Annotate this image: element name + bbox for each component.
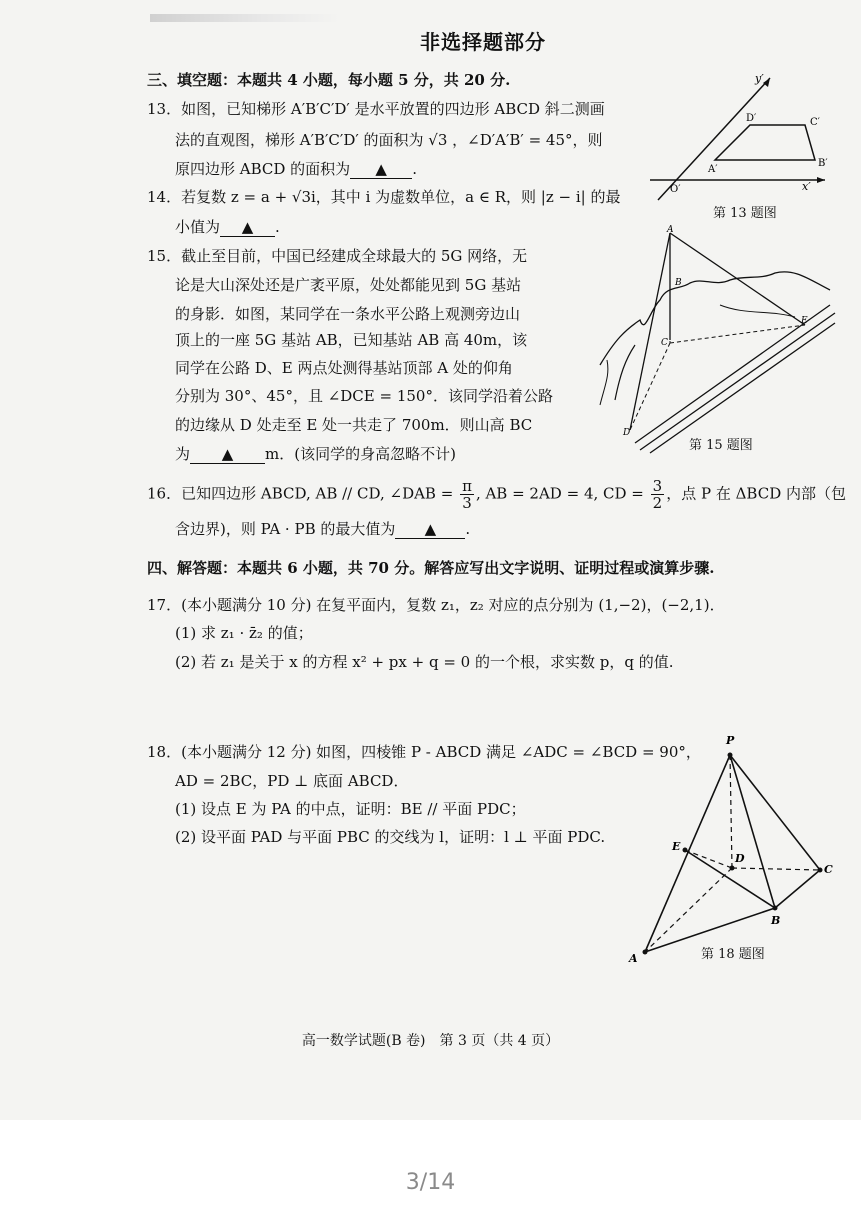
q15-line2: 论是大山深处还是广袤平原，处处都能见到 5G 基站 (175, 276, 522, 294)
fig18-edge-dc (732, 868, 820, 870)
q16-answer-blank: ▲ (395, 520, 465, 539)
q15-line1: 15．截止至目前，中国已经建成全球最大的 5G 网络，无 (147, 247, 528, 265)
fig18-edge-pb (730, 755, 775, 908)
q16-frac1-num: π (462, 477, 472, 495)
q16-text-b: , AB = 2AD = 4, CD = (475, 484, 644, 503)
page-indicator: 3/14 (405, 1170, 456, 1195)
q18-line1: 18．(本小题满分 12 分) 如图，四棱锥 P - ABCD 满足 ∠ADC = ∠BCD = 90°， (147, 743, 701, 761)
q13-line2: 法的直观图，梯形 A′B′C′D′ 的面积为 √3 ，∠D′A′B′ = 45°，则 (175, 131, 603, 149)
q15-line6: 分别为 30°、45°，且 ∠DCE = 150°．该同学沿着公路 (175, 387, 553, 405)
fig13-label-y: y′ (755, 72, 764, 85)
fig18-point-c (818, 868, 823, 873)
fig15-label-d: D (623, 428, 631, 438)
fig18-point-p (728, 753, 733, 758)
fig18-point-a (643, 950, 648, 955)
fig13-label-a: A′ (708, 164, 718, 175)
scan-smudge (150, 14, 340, 22)
q17-line1: 17．(本小题满分 10 分) 在复平面内，复数 z₁，z₂ 对应的点分别为 (1,−2)，(−2,1)． (147, 596, 725, 614)
fig15-caption: 第 15 题图 (689, 438, 753, 453)
q15-line8 (175, 444, 456, 464)
fig15-label-b: B (675, 278, 682, 288)
fig18-edge-bc (775, 870, 820, 908)
q15-line8-end: m．(该同学的身高忽略不计) (265, 445, 456, 463)
fig15-line-ae (670, 233, 805, 325)
q18-line2: AD = 2BC，PD ⊥ 底面 ABCD． (175, 772, 409, 790)
q13-answer-blank: ▲ (350, 160, 412, 179)
fig13-y-arrow (763, 78, 770, 87)
fig18-point-e (683, 848, 688, 853)
fig15-label-e: E (801, 316, 808, 326)
fig15-line-ce (670, 325, 805, 343)
q14-line2-end: . (275, 218, 280, 236)
fig18-label-a: A (629, 952, 638, 965)
q16-text-a: 16．已知四边形 ABCD, AB // CD, ∠DAB = (147, 484, 454, 503)
fig13-label-c: C′ (810, 117, 820, 128)
fig18-label-b: B (771, 914, 781, 927)
q16-frac2-den: 2 (652, 494, 663, 512)
fig15-road-edge-2 (640, 313, 835, 450)
q14-line2-text: 小值为 (175, 218, 221, 236)
figure-15 (595, 225, 840, 455)
fig18-edge-pa (645, 755, 730, 952)
q16-frac1-den: 3 (462, 494, 472, 512)
fig18-point-d (730, 866, 735, 871)
q13-line3-end: . (412, 160, 417, 178)
q18-part1: (1) 设点 E 为 PA 的中点，证明：BE // 平面 PDC； (175, 800, 526, 818)
fig15-mountain-left (615, 345, 635, 400)
q17-part1: (1) 求 z₁ · z̄₂ 的值； (175, 624, 313, 642)
fig15-label-c: C (661, 338, 668, 348)
fig13-trapezoid (715, 125, 815, 160)
fig18-edge-pd (730, 755, 732, 868)
figure-13 (640, 70, 830, 220)
fill-section-header: 三、填空题：本题共 4 小题，每小题 5 分，共 20 分. (147, 71, 511, 89)
fig18-label-p: P (726, 734, 735, 747)
q15-line8-text: 为 (175, 445, 191, 463)
q14-line2 (175, 217, 280, 237)
fig15-line-ad (630, 233, 670, 430)
fig13-label-o: O′ (670, 184, 681, 195)
q15-line7: 的边缘从 D 处走至 E 处一共走了 700m．则山高 BC (175, 416, 533, 434)
q16-text-c: ，点 P 在 ΔBCD 内部（包 (666, 484, 847, 503)
q13-line1: 13．如图，已知梯形 A′B′C′D′ 是水平放置的四边形 ABCD 斜二测画 (147, 100, 605, 118)
fig13-label-b: B′ (818, 158, 828, 169)
fig18-edge-eb (685, 850, 775, 908)
q15-answer-blank: ▲ (190, 445, 265, 464)
q13-line3 (175, 159, 417, 179)
figure-18 (625, 730, 845, 970)
q16-fraction-1 (460, 478, 474, 511)
page-footer: 高一数学试题(B 卷) 第 3 页（共 4 页） (301, 1033, 560, 1049)
fig13-x-arrow (817, 177, 825, 183)
q15-line4: 顶上的一座 5G 基站 AB，已知基站 AB 高 40m，该 (175, 331, 528, 349)
q15-line5: 同学在公路 D、E 两点处测得基站顶部 A 处的仰角 (175, 359, 513, 377)
q16-frac2-num: 3 (652, 477, 663, 495)
q16-line2-end: . (465, 520, 471, 538)
q17-part2: (2) 若 z₁ 是关于 x 的方程 x² + px + q = 0 的一个根，求实数 p，q 的值. (175, 653, 674, 671)
fig13-label-x: x′ (802, 180, 811, 193)
q16-fraction-2 (651, 478, 665, 511)
q16-line2-text: 含边界)，则 PA · PB 的最大值为 (175, 520, 396, 538)
fig15-label-a: A (667, 225, 674, 235)
section-title: 非选择题部分 (420, 30, 546, 54)
fig18-caption: 第 18 题图 (701, 947, 765, 962)
fig18-label-e: E (672, 840, 681, 853)
fig18-label-d: D (735, 852, 745, 865)
fig18-label-c: C (824, 863, 833, 876)
fig13-y-axis (658, 78, 770, 200)
fig15-mountain-left-2 (600, 360, 608, 405)
q15-line3: 的身影．如图，某同学在一条水平公路上观测旁边山 (175, 305, 521, 323)
fig13-caption: 第 13 题图 (713, 206, 777, 221)
fig18-point-b (773, 906, 778, 911)
q14-answer-blank: ▲ (220, 218, 275, 237)
answer-section-header: 四、解答题：本题共 6 小题，共 70 分。解答应写出文字说明、证明过程或演算步骤. (147, 559, 715, 577)
q16-line2 (175, 519, 470, 539)
q16-line1 (147, 478, 846, 511)
fig18-edge-da (645, 868, 732, 952)
q14-line1: 14．若复数 z = a + √3i，其中 i 为虚数单位，a ∈ R，则 |z − i| 的最 (147, 188, 621, 206)
q13-line3-text: 原四边形 ABCD 的面积为 (175, 160, 351, 178)
fig15-line-cd (630, 343, 670, 430)
q18-part2: (2) 设平面 PAD 与平面 PBC 的交线为 l，证明：l ⊥ 平面 PDC. (175, 828, 606, 846)
fig13-label-d: D′ (746, 113, 757, 124)
